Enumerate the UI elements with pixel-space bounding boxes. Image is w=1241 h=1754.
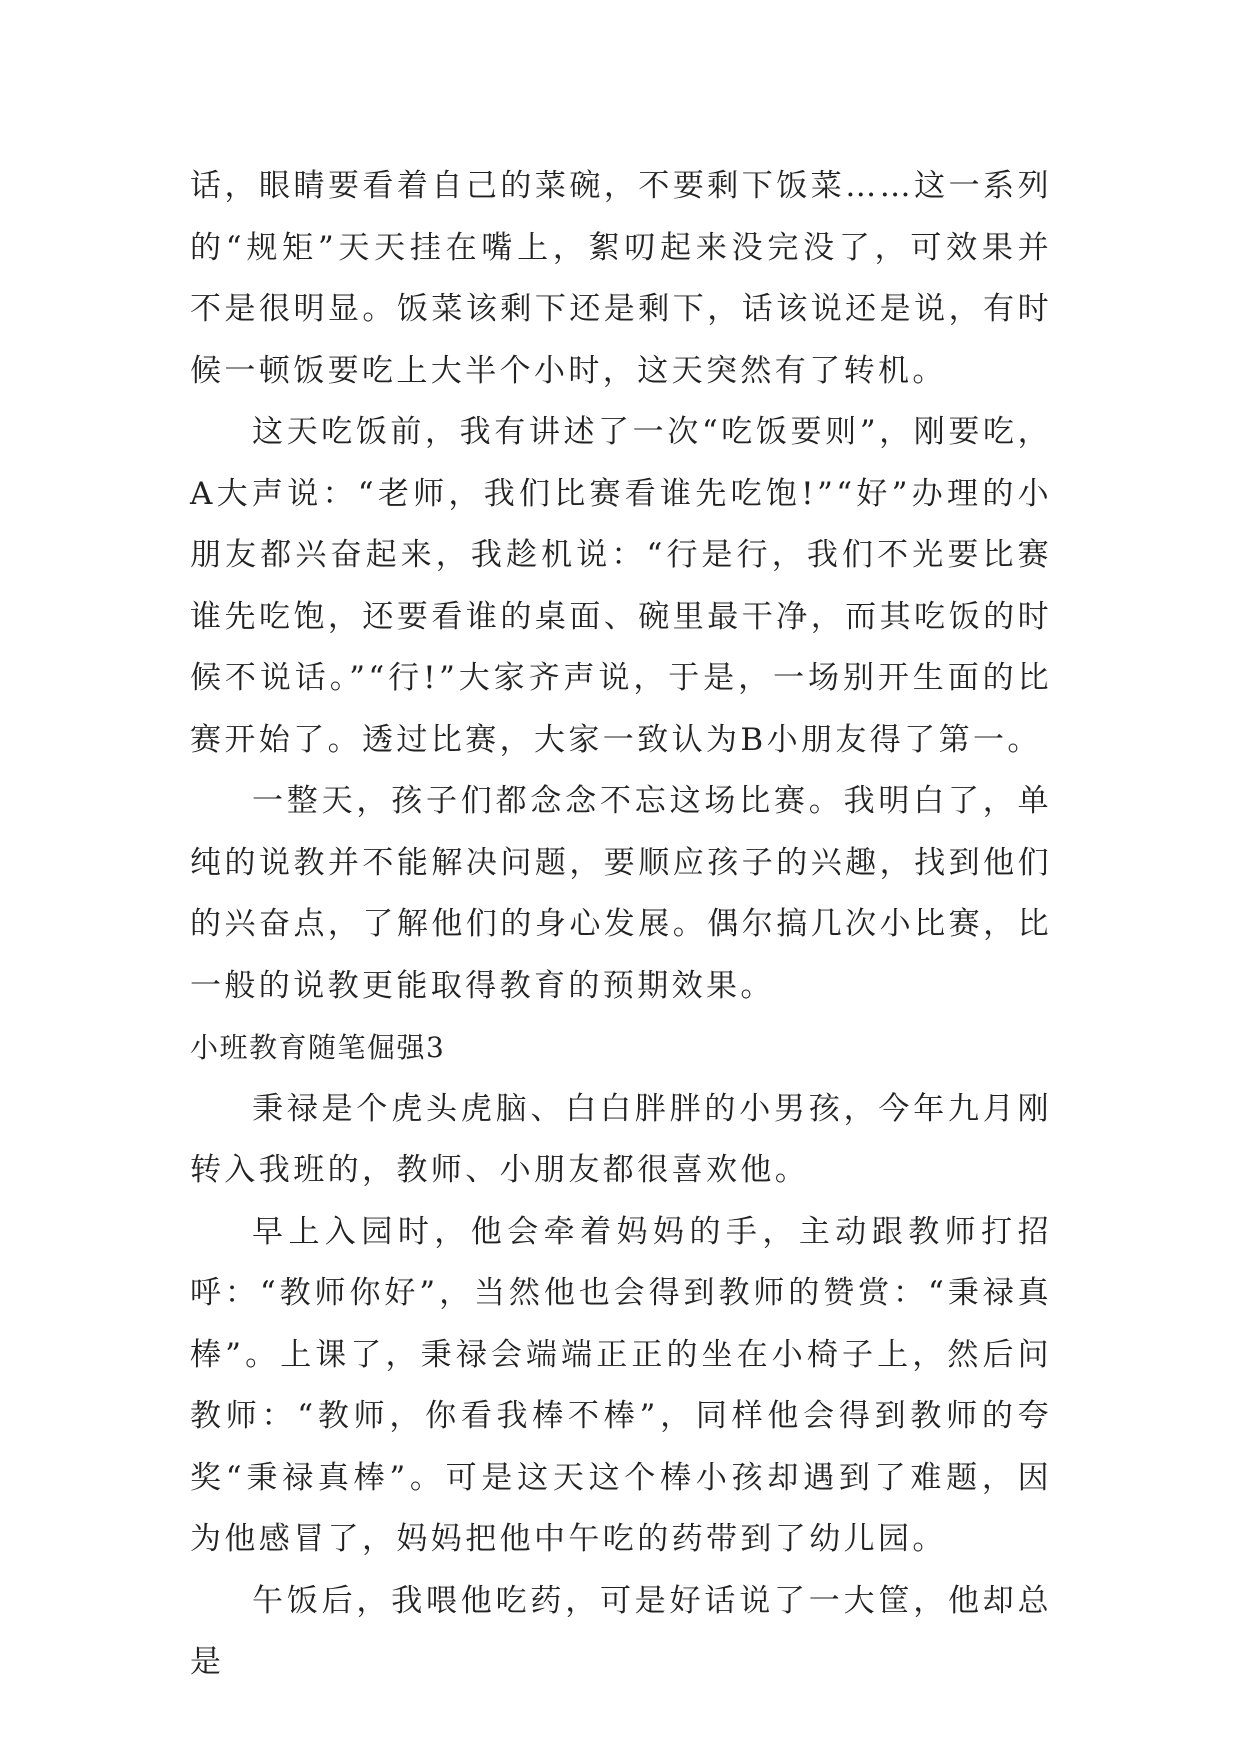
paragraph-3: 一整天，孩子们都念念不忘这场比赛。我明白了，单纯的说教并不能解决问题，要顺应孩子的兴趣，找到他们的兴奋点，了解他们的身心发展。偶尔搞几次小比赛，比一般的说教更能取得教育的预期效果。	[190, 783, 1052, 1004]
paragraph-1: 话，眼睛要看着自己的菜碗，不要剩下饭菜……这一系列的“规矩”天天挂在嘴上，絮叨起来没完没了，可效果并不是很明显。饭菜该剩下还是剩下，话该说还是说，有时候一顿饭要吃上大半个小时，这天突然有了转机。	[190, 168, 1052, 389]
paragraph-2: 这天吃饭前，我有讲述了一次“吃饭要则”，刚要吃，A大声说：“老师，我们比赛看谁先吃饱!”“好”办理的小朋友都兴奋起来，我趁机说：“行是行，我们不光要比赛谁先吃饱，还要看谁的桌面、碗里最干净，而其吃饭的时候不说话。”“行!”大家齐声说，于是，一场别开生面的比赛开始了。透过比赛，大家一致认为B小朋友得了第一。	[190, 414, 1052, 758]
paragraph-4: 秉禄是个虎头虎脑、白白胖胖的小男孩，今年九月刚转入我班的，教师、小朋友都很喜欢他。	[190, 1090, 1052, 1188]
paragraph-5: 早上入园时，他会牵着妈妈的手，主动跟教师打招呼：“教师你好”，当然他也会得到教师的赞赏：“秉禄真棒”。上课了，秉禄会端端正正的坐在小椅子上，然后问教师：“教师，你看我棒不棒”，同样他会得到教师的夸奖“秉禄真棒”。可是这天这个棒小孩却遇到了难题，因为他感冒了，妈妈把他中午吃的药带到了幼儿园。	[190, 1213, 1052, 1557]
section-heading: 小班教育随笔倔强3	[190, 1031, 446, 1064]
paragraph-6: 午饭后，我喂他吃药，可是好话说了一大筐，他却总是	[190, 1582, 1052, 1680]
document-body	[190, 156, 1052, 1694]
